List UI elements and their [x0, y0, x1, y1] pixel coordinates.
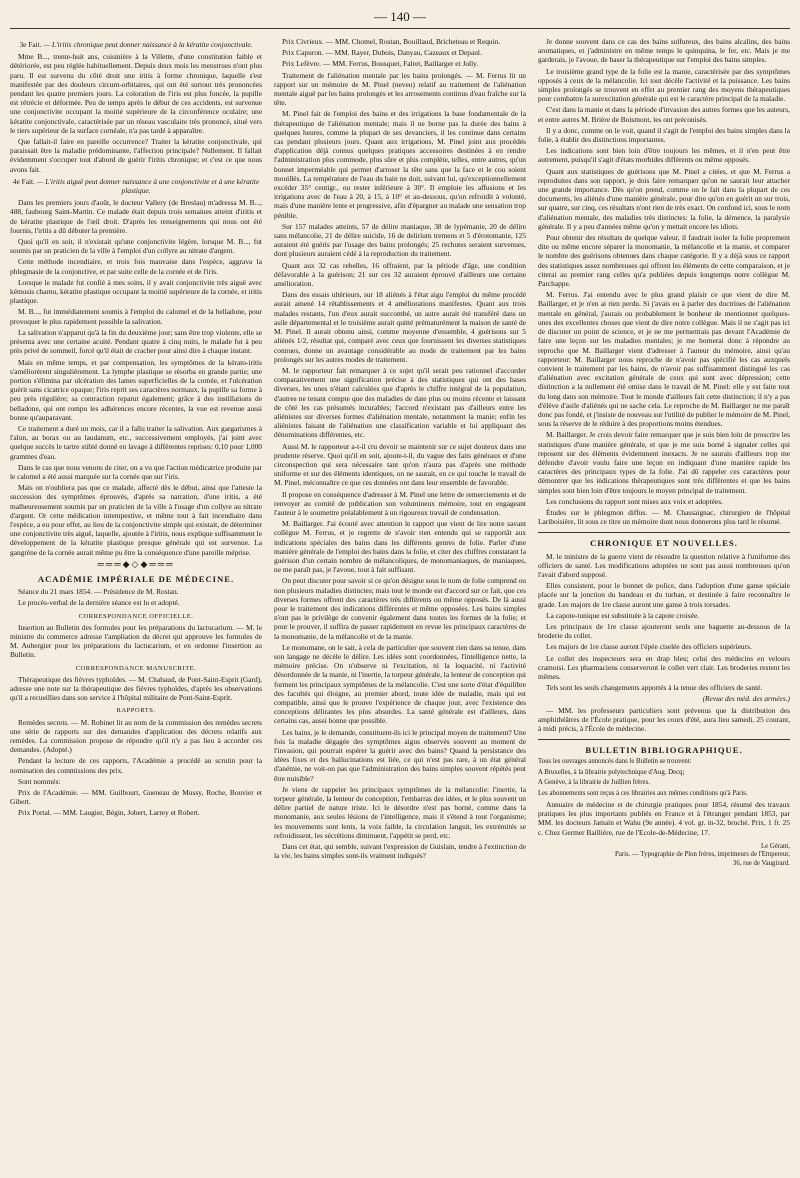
paragraph: Mais on n'oubliera pas que ce malade, affecté dès le début, ainsi que l'atteste la succession des symptômes éprouvés, d'après sa narration, d'une iritis, a été malheureusement soumis par un praticien de la ville à l'usage d'un collyre au nitrate d'argent. Or cette médication intempestive, et même tout à fait incendiaire dans l'espèce, a eu pour effet, au lieu de la conjonctivite simple qui existait, de déterminer une conjonctivite très aiguë, laquelle, ajoutée à l'iritis, nous explique suffisamment le développement de la kératite plastique presque générale qui est survenue. La gangrène de la cornée aurait même pu être la conséquence d'une pareille méprise. [10, 483, 262, 557]
paragraph: Quant aux statistiques de guérisons que M. Pinel a citées, et que M. Ferrus a reproduites dans son rapport, je dois faire remarquer qu'on ne saurait leur attacher une grande importance. Dès qu'on prend, comme on le fait dans la plupart de ces documents, les aliénés d'une manière générale, pour dire qu'on en guérit un sur trois, sur quatre, sur cinq, ces résultats n'ont rien de très exact. On confond ici, sous le nom d'aliénation mentale, des maladies très distinctes: la folie, la démence, la paralysie générale. Il y a peu d'années même qu'on y mettait encore les idiots. [538, 166, 790, 231]
paragraph: Elles consistent, pour le bonnet de police, dans l'adoption d'une ganse spéciale placée sur la jonction du bandeau et du turban, et destinée à faire reconnaître le grade. Les majors de 1re classe auront une ganse à trois torsades. [538, 581, 790, 609]
paragraph: Dans cet état, qui semble, suivant l'expression de Guislain, tendre à l'extinction de la vie, les bains simples sont-ils vraiment indiqués? [274, 842, 526, 861]
academie-title: ACADÉMIE IMPÉRIALE DE MÉDECINE. [37, 573, 235, 584]
fait4-heading [10, 177, 262, 195]
paragraph: Dans les premiers jours d'août, le docteur Vallery (de Breslau) m'adressa M. B..., 488, faubourg Saint-Martin. Ce malade était depuis trois semaines atteint d'iritis et de kératite plastique de l'œil droit. D'après les renseignements qui nous ont été fournis, l'iritis a dû débuter la première. [10, 198, 262, 235]
column-2 [274, 37, 526, 1167]
bulletin-note: Tous les ouvrages annoncés dans le Bulletin se trouvent: [538, 758, 692, 766]
chronique-title: CHRONIQUE ET NOUVELLES. [590, 538, 738, 549]
paragraph: Le collet des inspecteurs sera en drap bleu; celui des médecins en velours cramoisi. Les pharmaciens conserveront le collet vert clair. Les broderies restent les mêmes. [538, 653, 790, 681]
fait3-heading [10, 40, 262, 49]
bibliography-entry: Annuaire de médecine et de chirurgie pratiques pour 1854, résumé des travaux pratiques les plus importants publiés en France et à l'étranger pendant 1853, par MM. les docteurs Jamain et Wahu (9e année). 4 vol. gr. in-32, broché. Prix, 1 fr. 25 c. Chez Germer Baillière, rue de l'Ecole-de-Médecine, 17. [538, 800, 790, 837]
paragraph: Pour obtenir des résultats de quelque valeur, il faudrait isoler la folie proprement dite ou même encore séparer la monomanie, la mélancolie et la manie, et comparer le nombre des guérisons obtenues dans chaque catégorie. Il y a déjà sous ce rapport des statistiques assez nombreuses qui offrent les éléments de cette comparaison, et je citerai au premier rang celles qu'a publiées depuis longtemps notre collègue M. Parchappe. [538, 233, 790, 289]
fait3-label: 3e Fait. [19, 40, 42, 49]
paragraph: Remèdes secrets. — M. Robinet lit au nom de la commission des remèdes secrets une série de rapports sur des demandes d'application des décrets relatifs aux remèdes. La commission propose de répondre qu'il n'y a pas lieu à accorder ces demandes. (Adopté.) [10, 717, 262, 755]
paragraph: Cette méthode incendiaire, et trois fois mauvaise dans l'espèce, aggrava la phlegmasie de la conjonctive, et par suite celle de la cornée et de l'iris. [10, 257, 262, 276]
paragraph: M. le rapporteur fait remarquer à ce sujet qu'il serait peu rationnel d'accorder comparativement une signification précise à des statistiques qui ont des bases diverses, les unes n'étant calculées que d'après le chiffre intégral de la population, d'autres ne tenant compte que des maladies de date plus ou moins récente et laissant de côté les cas présumés incurables; l'accord n'existant pas d'ailleurs entre les aliénistes sur diverses formes d'aliénation mentale, notamment la manie; enfin les aliénistes faisant de l'aliénation une classification variable et lui appliquant des dénominations différentes, etc. [274, 365, 526, 440]
paragraph: Prix de l'Académie. — MM. Guilbourt, Gueneau de Mussy, Roche, Bouvier et Gibert. [10, 788, 262, 807]
paragraph: M. Pinel fait de l'emploi des bains et des irrigations la base fondamentale de la thérapeutique de l'aliénation mentale; mais il ne borne pas la durée des bains à quelques heures, comme la plupart de ses devanciers, il les continue dans certains cas pendant plusieurs jours. Quant aux irrigations, M. Pinel joint aux procédés d'application déjà connus quelques pratiques accessoires destinées à en rendre l'administration plus commode, plus sûre et plus complète, telles, entre autres, qu'un bonnet imperméable qui permet d'arroser la tête sans que la face et le cou soient mouillés. La température de l'eau du bain ne doit, suivant lui, qu'exceptionnellement excéder 35° centigr., ou rester inférieure à 30°. Il emploie les affusions et les irrigations avec de l'eau à 20, à 15, à 10° et au-dessous, qu'on refroidit à volonté, mais d'une manière lente et progressive, afin d'épargner au malade une sensation trop pénible. [274, 109, 526, 220]
paragraph: Pendant la lecture de ces rapports, l'Académie a procédé au scrutin pour la nomination des commissions des prix. [10, 756, 262, 775]
paragraph: Insertion au Bulletin des formules pour les préparations du lactucarium. — M. le ministre du commerce adresse l'ampliation du décret qui approuve les formules de M. Aubergier pour les préparations du lactucarium, et en ordonne l'insertion au Bulletin. [10, 622, 262, 660]
paragraph: Le monomane, on le sait, à cela de particulier que souvent rien dans sa tenue, dans son langage ne décèle le délire. Les idées sont coordonnées, l'intelligence nette, la mémoire précise. On n'observe ni l'excitation, ni la loquacité, ni l'activité désordonnée de la manie, ni l'inertie, la torpeur générale, la lenteur de conception qui forment les principaux symptômes de la mélancolie. C'est une sorte d'état d'équilibre des facultés qui éloigne, au premier abord, toute idée de maladie, mais qui est compatible, ainsi que le prouve l'expérience de chaque jour, avec l'existence des conceptions délirantes les plus absurdes. La santé générale est d'ailleurs, dans certains cas, aussi bonne que possible. [274, 642, 526, 726]
paragraph: Je donne souvent dans ce cas des bains sulfureux, des bains alcalins, des bains aromatiques, et j'administre en même temps le quinquina, le fer, etc. Mais je me garderais, je l'avoue, de baser la thérapeutique sur l'emploi des bains simples. [538, 37, 790, 65]
subheading-correspondance-manuscrite: CORRESPONDANCE MANUSCRITE. [75, 664, 197, 672]
paragraph: Les principaux de 1re classe ajouteront seuls une baguette au-dessous de la broderie du collet. [538, 621, 790, 641]
paragraph: M. Baillarger. Je crois devoir faire remarquer que je suis bien loin de proscrire les statistiques d'une manière générale, et que je me suis borné à signaler celles qui reposent sur des éléments évidemment inexacts. Je ne saurais d'ailleurs trop me défendre d'avoir voulu faire une leçon en indiquant d'une manière rapide les caractères des principaux types de la folie. J'ai dû rappeler ces caractères pour démontrer que les indications thérapeutiques sont très différentes et que les bains simples sont bien loin d'être toujours le moyen principal de traitement. [538, 430, 790, 495]
paragraph: Quant aux 32 cas rebelles, 16 offraient, par la période d'âge, une condition défavorable à la guérison; 21 sur ces 32 auraient éprouvé d'ailleurs une certaine amélioration. [274, 260, 526, 289]
gerant-label: Le Gérant, [760, 842, 790, 850]
paragraph: Thérapeutique des fièvres typhoïdes. — M. Chabaud, de Pont-Saint-Esprit (Gard), adresse une note sur la thérapeutique des fièvres typhoïdes, d'après les observations qu'il a recueillies dans son service à l'hôpital militaire de Pont-Saint-Esprit. [10, 674, 262, 703]
paragraph: Ce traitement a duré un mois, car il a fallu traiter la salivation. Aux gargarismes à l'alun, au borax ou au laudanum, etc., successivement employés, j'ai joint avec quelque succès le tartre stibié donné en lavage à différentes reprises: 0,10 pour 1,000 grammes d'eau. [10, 423, 262, 461]
paragraph: Sont nommés: [18, 776, 61, 786]
proces-verbal: Le procès-verbal de la dernière séance est lu et adopté. [18, 598, 180, 608]
paragraph: Études sur le phlegmon diffus. — M. Chassaignac, chirurgien de l'hôpital Lariboisière, lit sous ce titre un mémoire dont nous donnerons plus tard le résumé. [538, 507, 790, 527]
column-3 [538, 37, 790, 1167]
paragraph: On peut discuter pour savoir si ce qu'on désigne sous le nom de folie comprend ou non plusieurs maladies distinctes; mais tout le monde est d'accord sur ce fait, que ces diverses formes offrent des caractères très différents ou même opposés. De là aussi pour le traitement des indications différentes et même opposées. Les bains simples n'ont pas le privilège de convenir également dans toutes les formes de la folie; et pour le prouver, il suffira de passer rapidement en revue les principaux caractères de la monomanie, de la mélancolie et de la manie. [274, 576, 526, 641]
paragraph: Dans des essais ultérieurs, sur 18 aliénés à l'état aigu l'emploi du même procédé aurait amené 14 rétablissements et 4 améliorations manifestes. Quant aux trois malades restants, l'un d'eux aurait succombé, un autre aurait été transféré dans un asile départemental et le troisième aurait quitté prématurément la maison de santé de M. Pinel. Il aurait obtenu ainsi, comme moyenne d'ensemble, 4 guérisons sur 5 aliénés 1/2, résultat qui, comparé avec ceux que fournissent les diverses statistiques connues, donne un avantage considérable au mode de traitement par les bains prolongés sur les autres modes de traitement. [274, 290, 526, 364]
bulletin-note: A Genève, à la librairie de Juillien frères. [538, 779, 650, 787]
paragraph: La salivation n'apparut qu'à la fin du deuxième jour; sans être trop violente, elle se présenta avec une certaine acuité. Pendant quatre à cinq nuits, le malade fut à peu près privé de sommeil, forcé qu'il était de cracher pour ainsi dire à chaque instant. [10, 327, 262, 356]
paragraph: La capote-tunique est substituée à la capote croisée. [546, 610, 700, 620]
fait4-title: — L'iritis aiguë peut donner naissance à une conjonctivite et à une kératite plastique. [36, 176, 260, 196]
fait4-label: 4e Fait. [12, 176, 35, 186]
paragraph: Je viens de rappeler les principaux symptômes de la mélancolie: l'inertie, la torpeur générale, la lenteur de conception, l'embarras des idées, et le plus souvent un délire partiel de nature triste. Ici le désordre n'est pas borné, comme dans la monomanie, aux seules lésions de l'intelligence, mais il s'étend à tout l'organisme; les mouvements sont lents, la voix faible, la circulation languit, les extrémités se refroidissent, les sécrétions diminuent, l'appétit se perd, etc. [274, 784, 526, 840]
page-number: — 140 — [374, 9, 426, 24]
paragraph: M. le ministre de la guerre vient de résoudre la question relative à l'uniforme des officiers de santé. Les modifications adoptées ne sont pas aussi nombreuses qu'on l'avait d'abord supposé. [538, 551, 790, 579]
paragraph: Il y a donc, comme on le voit, quand il s'agit de l'emploi des bains simples dans la folie, à établir des distinctions importantes. [538, 125, 790, 145]
paragraph: Prix Capuron. — MM. Rayer, Dubois, Danyau, Cazeaux et Depaul. [282, 48, 482, 58]
imprint [538, 843, 790, 869]
paragraph: Dans le cas que nous venons de citer, on a vu que l'action médicatrice produite par le calomel a été aussi marquée sur la cornée que sur l'iris. [10, 462, 262, 481]
paragraph: — MM. les professeurs particuliers sont prévenus que la distribution des amphithéâtres de l'École pratique, pour les cours d'été, aura lieu samedi, 25 courant, à midi précis, à l'École de médecine. [538, 705, 790, 734]
bulletin-note: A Bruxelles, à la librairie polytechnique d'Aug. Decq; [538, 768, 685, 776]
page-header [10, 6, 790, 29]
bulletin-note: Les abonnements sont reçus à ces librairies aux mêmes conditions qu'à Paris. [538, 789, 748, 797]
subheading-correspondance-officielle: CORRESPONDANCE OFFICIELLE. [78, 612, 194, 620]
imprint-line: Paris. — Typographie de Plon frères, imprimeurs de l'Empereur, [615, 851, 790, 859]
paragraph: Prix Civrieux. — MM. Chomel, Rostan, Bouillaud, Bricheteau et Requin. [282, 37, 501, 46]
source-citation: (Revue des méd. des armées.) [702, 694, 790, 704]
paragraph: C'est dans la manie et dans la période d'invasion des autres formes que les auteurs, et entre autres M. Brière de Boismont, les ont préconisés. [538, 105, 790, 124]
paragraph: Que fallait-il faire en pareille occurrence? Traiter la kératite conjonctivale, qui paraissait être la maladie prédominante, l'affection principale? Nullement. Il fallait évidemment s'occuper tout d'abord de guérir l'iritis chronique; et c'est ce que nous avons fait. [10, 137, 262, 174]
section-rule [538, 739, 790, 740]
paragraph: M. B..., fut immédiatement soumis à l'emploi du calomel et de la belladone, pour provoquer le plus rapidement possible la salivation. [10, 307, 262, 326]
paragraph: Les conclusions du rapport sont mises aux voix et adoptées. [546, 496, 723, 506]
paragraph: Tels sont les seuls changements apportés à la tenue des officiers de santé. [546, 683, 763, 693]
paragraph: Mais en même temps, et par compensation, les symptômes de la kérato-iritis s'améliorèrent singulièrement. La lymphe plastique se résorba en grande partie; une portion s'élimina par ulcération des lames superficielles de la cornée, et l'ulcération guérit sans cicatrice opaque; l'iris reprit ses caractères normaux, la pupille sa forme à peu près régulière; sa contraction reparut également; grâce à des instillations de belladone, qui ont rompu les adhérences encore récentes, la vue est revenue aussi bonne qu'auparavant. [10, 357, 262, 422]
paragraph: Prix Lefèvre. — MM. Ferrus, Bousquet, Falret, Baillarger et Jolly. [282, 59, 479, 69]
paragraph: Traitement de l'aliénation mentale par les bains prolongés. — M. Ferrus lit un rapport sur un mémoire de M. Pinel (neveu) relatif au traitement de l'aliénation mentale aiguë par les bains prolongés et les arrosements continus d'eau fraîche sur la tête. [274, 70, 526, 108]
paragraph: Les bains, je le demande, constituent-ils ici le principal moyen de traitement? Une fois la maladie dégagée des symptômes aigus observés souvent au moment de l'invasion, qui pourrait espérer la guérir avec des bains? Quand la persistance des idées fixes et des hallucinations est liée, ce qui n'est pas rare, à un état général d'anémie, ne voit-on pas que l'administration des bains simples souvent répétés peut être nuisible? [274, 727, 526, 783]
paragraph: Prix Portal. — MM. Laugier, Bégin, Jobert, Larrey et Robert. [18, 808, 200, 818]
imprint-line: 36, rue de Vaugirard. [732, 860, 790, 868]
paragraph: Le troisième grand type de la folie est la manie, caractérisée par des symptômes opposés à ceux de la mélancolie. Ici tout décèle l'activité et la puissance. Les bains simples prolongés se trouvent en effet au premier rang des moyens thérapeutiques pour combattre la surexcitation générale qui est le caractère principal de la maladie. [538, 66, 790, 104]
text-columns [10, 37, 790, 1167]
bulletin-title: BULLETIN BIBLIOGRAPHIQUE. [585, 745, 743, 756]
paragraph: M. Ferrus. J'ai entendu avec le plus grand plaisir ce que vient de dire M. Baillarger, et je n'en ai rien perdu. Si j'avais eu à parler des doctrines de l'aliénation mentale en général, j'aurais ou probablement le bonheur de mentionner quelques-unes des excellentes choses que vient de dire notre collègue. Mais il ne s'agit pas ici de discuter un point de science, et je ne me permettrais pas devant l'Académie de faire une leçon sur les maladies mentales; je me bornerai donc à répondre au reproche que M. Baillarger vient d'adresser à l'auteur du mémoire, ainsi qu'au rapporteur: M. Baillarger nous reproche de n'avoir pas spécifié les cas auxquels convient le traitement par les bains, de n'avoir pas suffisamment distingué les cas d'aliénation avec excitation générale de ceux qui sont avec dépression; cette distinction a la nullement été omise dans le travail de M. Pinel: elle y est faite tout du long dans son mémoire. Tout le monde d'ailleurs fait cette distinction; il n'y a pas d'élève d'asile d'aliénés qui ne sache cela. Le reproche de M. Baillarger ne me paraît donc pas fondé, et j'insiste de nouveau sur l'utilité de publier le mémoire de M. Pinel, sous la réserve de le réduire à des proportions moins étendues. [538, 290, 790, 429]
section-rule [538, 532, 790, 533]
paragraph: M. Baillarger. J'ai écouté avec attention le rapport que vient de lire notre savant collègue M. Ferrus, et je regrette de n'avoir rien entendu qui se rapportât aux indications spéciales des bains dans les différents genres de folie. Parler d'une manière générale de l'emploi des bains dans la folie, et citer des chiffres constatant la guérison d'un certain nombre de mélancoliques, de monomaniaques, de maniaques, ne me paraît pas, je l'avoue, tout à fait suffisant. [274, 519, 526, 575]
paragraph: Il propose en conséquence d'adresser à M. Pinel une lettre de remerciements et de renvoyer au comité de publication son volumineux mémoire, tout en engageant l'auteur à le soumettre préalablement à un rigoureux travail de condensation. [274, 489, 526, 517]
paragraph: Sur 157 malades atteints, 57 de délire maniaque, 38 de lypémanie, 20 de délire sans mélancolie, 21 de délire suicide, 16 de delirium tremens et 5 d'érotomanie, 125 auraient été guéris par l'usage des bains prolongés; 25 rechutes seraient survenues, dont plusieurs auraient cédé à la reproduction du traitement. [274, 221, 526, 259]
subheading-rapports: RAPPORTS. [116, 707, 156, 715]
section-ornament: ═══◆◇◆═══ [97, 558, 175, 569]
column-1 [10, 37, 262, 1167]
seance-line: Séance du 21 mars 1854. — Présidence de M. Rostan. [18, 587, 179, 597]
paragraph: Aussi M. le rapporteur a-t-il cru devoir se maintenir sur ce sujet douteux dans une prudente réserve. Quoi qu'il en soit, ajoute-t-il, du vague des faits généraux et d'une circonspection qui sera nécessaire tant qu'on n'aura pas d'après une méthode uniforme et sur des éléments identiques, on ne saurait, en ce qui touche le travail de M. Pinel, méconnaître ce que ces données ont dans leur ensemble de favorable. [274, 441, 526, 488]
paragraph: Les majors de 1re classe auront l'épée ciselée des officiers supérieurs. [546, 642, 752, 652]
paragraph: Quoi qu'il en soit, il n'existait qu'une conjonctivite légère, lorsque M. B..., fut soumis par un praticien de la ville à l'emploi d'un collyre au nitrate d'argent. [10, 237, 262, 256]
paragraph: Mme B..., trente-huit ans, cuisinière à la Villette, d'une constitution faible et détériorée, est peu réglée habituellement. Depuis deux mois les menstrues n'ont plus paru. Il est survenu du côté droit une iritis à forme chronique, laquelle s'est manifestée par des douleurs circum-orbitaires, qui ont été surtout très prononcées pendant les quatre premiers jours. La coloration de l'iris est plus foncée, la pupille est rétrécie et déformée. Peu de temps après le début de ces accidents, est survenue une conjonctivite occupant la moitié supérieure de la circonférence oculaire; une kératite conjonctivale, caractérisée par un réseau vasculaire très prononcé, situé vers le tiers supérieur de la surface cornéale, n'a pas tardé à apparaître. [10, 52, 262, 135]
paragraph: Les indications sont bien loin d'être toujours les mêmes, et il n'en peut être autrement, puisqu'il s'agit d'états morbides différents ou même opposés. [538, 146, 790, 165]
paragraph: Lorsque le malade fut confié à mes soins, il y avait conjonctivite très aiguë avec kémosis charnu, kératite plastique occupant la moitié supérieure de la cornée, et iritis plastique. [10, 277, 262, 306]
fait3-title: — L'iritis chronique peut donner naissance à la kératite conjonctivale. [43, 40, 253, 49]
